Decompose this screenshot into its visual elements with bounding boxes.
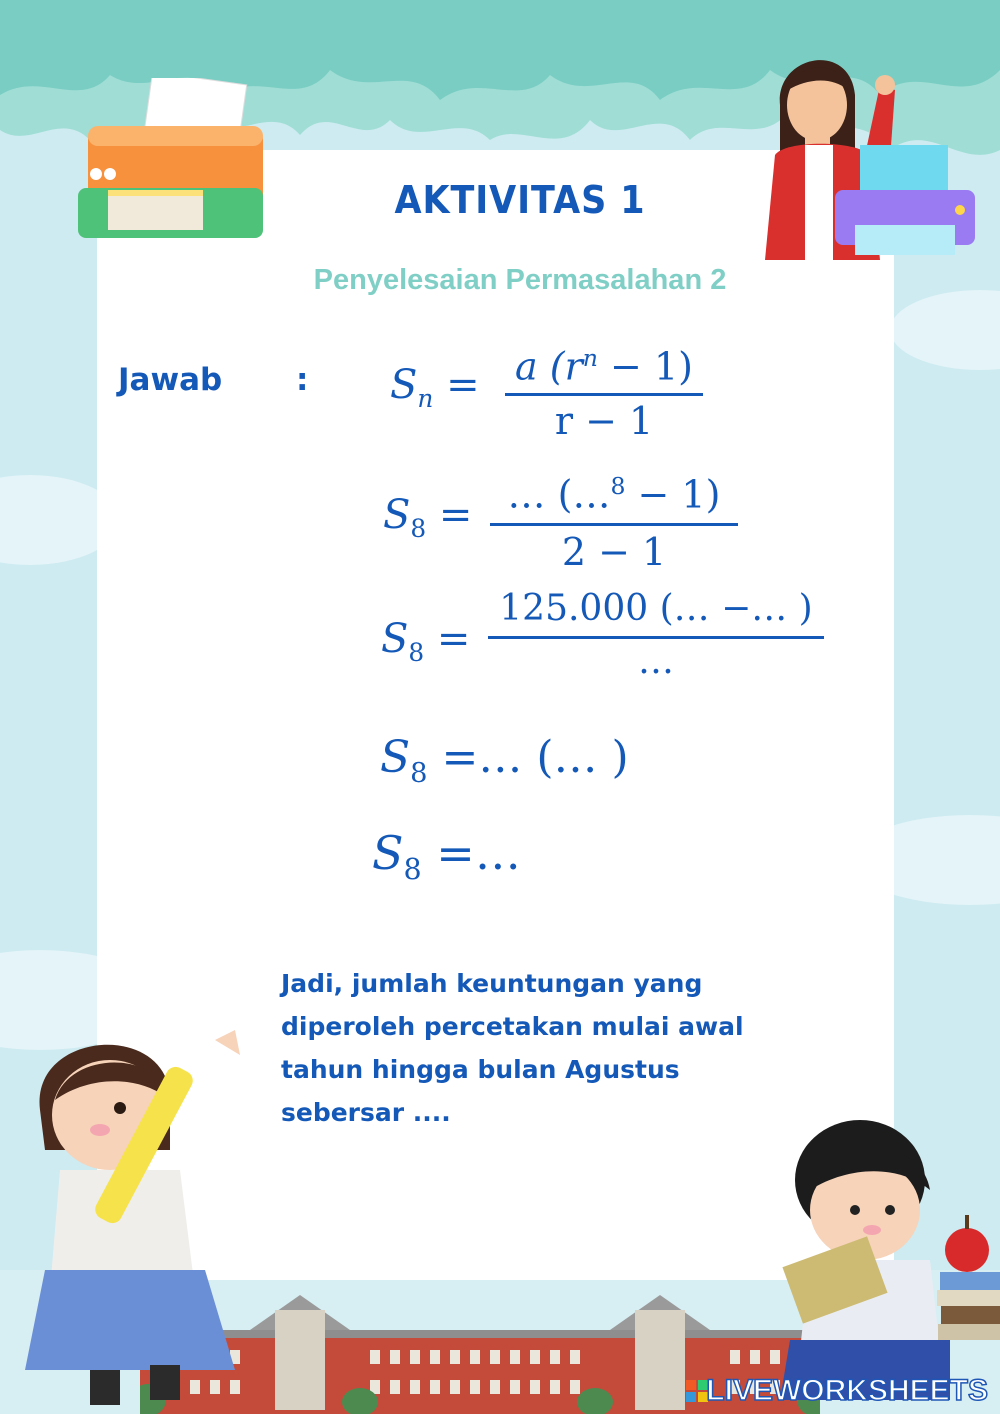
eq2-lhs: $S_8$ =: [383, 492, 473, 543]
eq1-fraction: a $(r^n - 1)$ r − 1: [505, 332, 703, 446]
eq3-fraction: 125.000 (… −… ) …: [488, 582, 824, 685]
boy-reading-illustration: [780, 1110, 960, 1410]
answer-label: Jawab: [118, 362, 223, 398]
liveworksheets-logo-icon: [686, 1380, 708, 1402]
conclusion-text: Jadi, jumlah keuntungan yang diperoleh percetakan mulai awal tahun hingga bulan Agustus sebersar ....: [281, 969, 744, 1127]
answer-colon: :: [296, 362, 309, 398]
eq2-fraction: … (…$^8$ − 1) 2 − 1: [490, 458, 738, 578]
girl-pencil-illustration: [20, 1030, 280, 1410]
woman-printer-illustration: [760, 45, 985, 260]
printer-orange-illustration: [78, 78, 268, 243]
watermark: LIVEWORKSHEETS: [706, 1374, 988, 1407]
page-title: AKTIVITAS 1: [394, 178, 646, 222]
eq5-expression: $S_8$ =…: [372, 826, 521, 887]
eq4-expression: $S_8$ =… (… ): [380, 732, 629, 789]
page-subtitle: Penyelesaian Permasalahan 2: [313, 264, 727, 296]
eq1-lhs: $S_n$ =: [390, 362, 480, 413]
eq3-lhs: $S_8$ =: [381, 616, 471, 667]
